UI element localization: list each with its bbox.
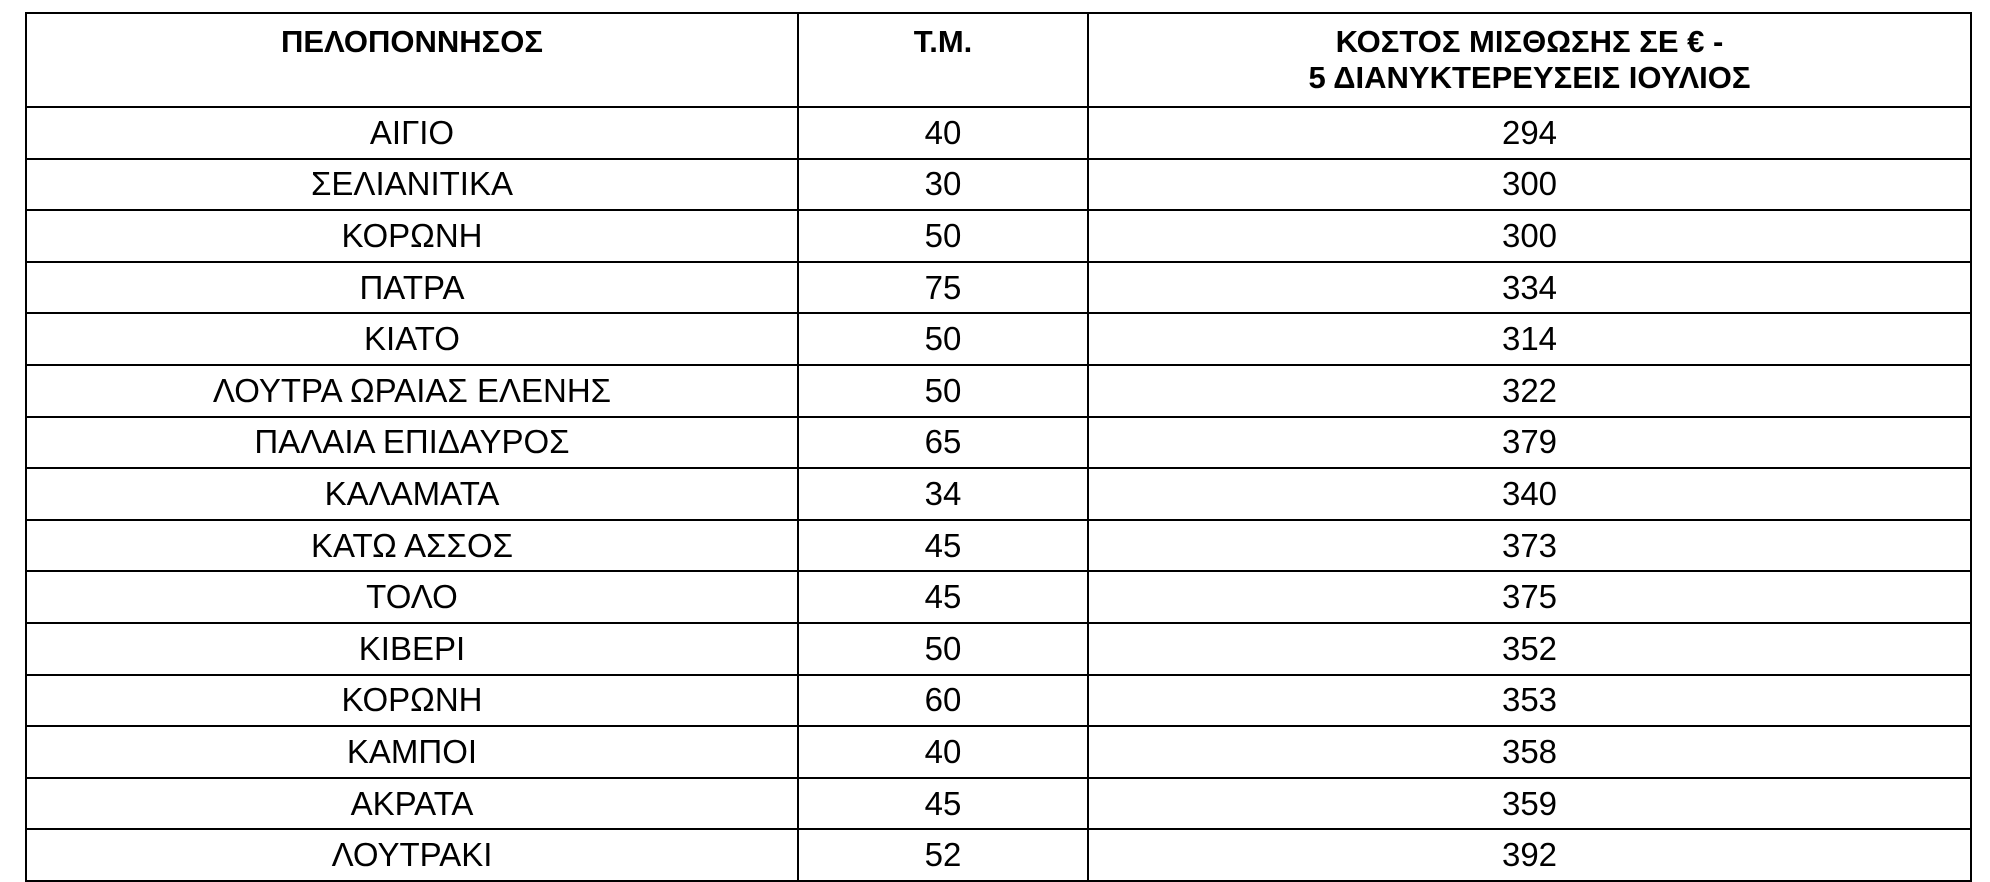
cell-sqm: 50: [798, 313, 1088, 365]
cell-place: ΠΑΛΑΙΑ ΕΠΙΔΑΥΡΟΣ: [26, 417, 798, 469]
cell-sqm: 40: [798, 107, 1088, 159]
cell-sqm: 45: [798, 571, 1088, 623]
cell-place: ΑΙΓΙΟ: [26, 107, 798, 159]
cell-sqm: 52: [798, 829, 1088, 881]
cell-place: ΚΟΡΩΝΗ: [26, 675, 798, 727]
rental-cost-table: [25, 12, 1972, 882]
cell-place: ΚΑΛΑΜΑΤΑ: [26, 468, 798, 520]
header-cost-line1: ΚΟΣΤΟΣ ΜΙΣΘΩΣΗΣ ΣΕ € -: [1335, 24, 1724, 59]
cell-sqm: 45: [798, 520, 1088, 572]
table-row: [26, 313, 1971, 365]
cell-cost: 352: [1088, 623, 1971, 675]
cell-place: ΚΑΜΠΟΙ: [26, 726, 798, 778]
cell-cost: 373: [1088, 520, 1971, 572]
cell-sqm: 34: [798, 468, 1088, 520]
header-cost: [1088, 13, 1971, 107]
cell-sqm: 50: [798, 210, 1088, 262]
cell-cost: 294: [1088, 107, 1971, 159]
table-row: [26, 726, 1971, 778]
header-row: [26, 13, 1971, 107]
header-area: Τ.Μ.: [798, 13, 1088, 107]
header-cost-line2: 5 ΔΙΑΝΥΚΤΕΡΕΥΣΕΙΣ ΙΟΥΛΙΟΣ: [1308, 60, 1751, 95]
rental-cost-table-container: [25, 12, 1970, 882]
table-row: [26, 675, 1971, 727]
cell-sqm: 75: [798, 262, 1088, 314]
table-row: [26, 159, 1971, 211]
cell-place: ΛΟΥΤΡΑ ΩΡΑΙΑΣ ΕΛΕΝΗΣ: [26, 365, 798, 417]
cell-place: ΚΑΤΩ ΑΣΣΟΣ: [26, 520, 798, 572]
table-row: [26, 107, 1971, 159]
table-row: [26, 778, 1971, 830]
table-row: [26, 829, 1971, 881]
cell-cost: 379: [1088, 417, 1971, 469]
cell-sqm: 60: [798, 675, 1088, 727]
cell-place: ΚΟΡΩΝΗ: [26, 210, 798, 262]
cell-sqm: 45: [798, 778, 1088, 830]
cell-cost: 322: [1088, 365, 1971, 417]
table-row: [26, 210, 1971, 262]
cell-cost: 314: [1088, 313, 1971, 365]
cell-cost: 358: [1088, 726, 1971, 778]
table-row: [26, 623, 1971, 675]
table-row: [26, 520, 1971, 572]
header-region: ΠΕΛΟΠΟΝΝΗΣΟΣ: [26, 13, 798, 107]
cell-place: ΠΑΤΡΑ: [26, 262, 798, 314]
table-row: [26, 262, 1971, 314]
cell-sqm: 30: [798, 159, 1088, 211]
cell-cost: 340: [1088, 468, 1971, 520]
cell-cost: 300: [1088, 210, 1971, 262]
cell-sqm: 40: [798, 726, 1088, 778]
table-header: [26, 13, 1971, 107]
cell-cost: 334: [1088, 262, 1971, 314]
cell-cost: 375: [1088, 571, 1971, 623]
cell-place: ΣΕΛΙΑΝΙΤΙΚΑ: [26, 159, 798, 211]
table-row: [26, 571, 1971, 623]
cell-sqm: 65: [798, 417, 1088, 469]
table-row: [26, 417, 1971, 469]
table-row: [26, 468, 1971, 520]
cell-cost: 392: [1088, 829, 1971, 881]
cell-cost: 300: [1088, 159, 1971, 211]
cell-sqm: 50: [798, 623, 1088, 675]
cell-cost: 353: [1088, 675, 1971, 727]
cell-sqm: 50: [798, 365, 1088, 417]
cell-place: ΛΟΥΤΡΑΚΙ: [26, 829, 798, 881]
cell-place: ΚΙΒΕΡΙ: [26, 623, 798, 675]
table-row: [26, 365, 1971, 417]
table-body: [26, 107, 1971, 881]
cell-place: ΚΙΑΤΟ: [26, 313, 798, 365]
cell-place: ΑΚΡΑΤΑ: [26, 778, 798, 830]
cell-cost: 359: [1088, 778, 1971, 830]
cell-place: ΤΟΛΟ: [26, 571, 798, 623]
